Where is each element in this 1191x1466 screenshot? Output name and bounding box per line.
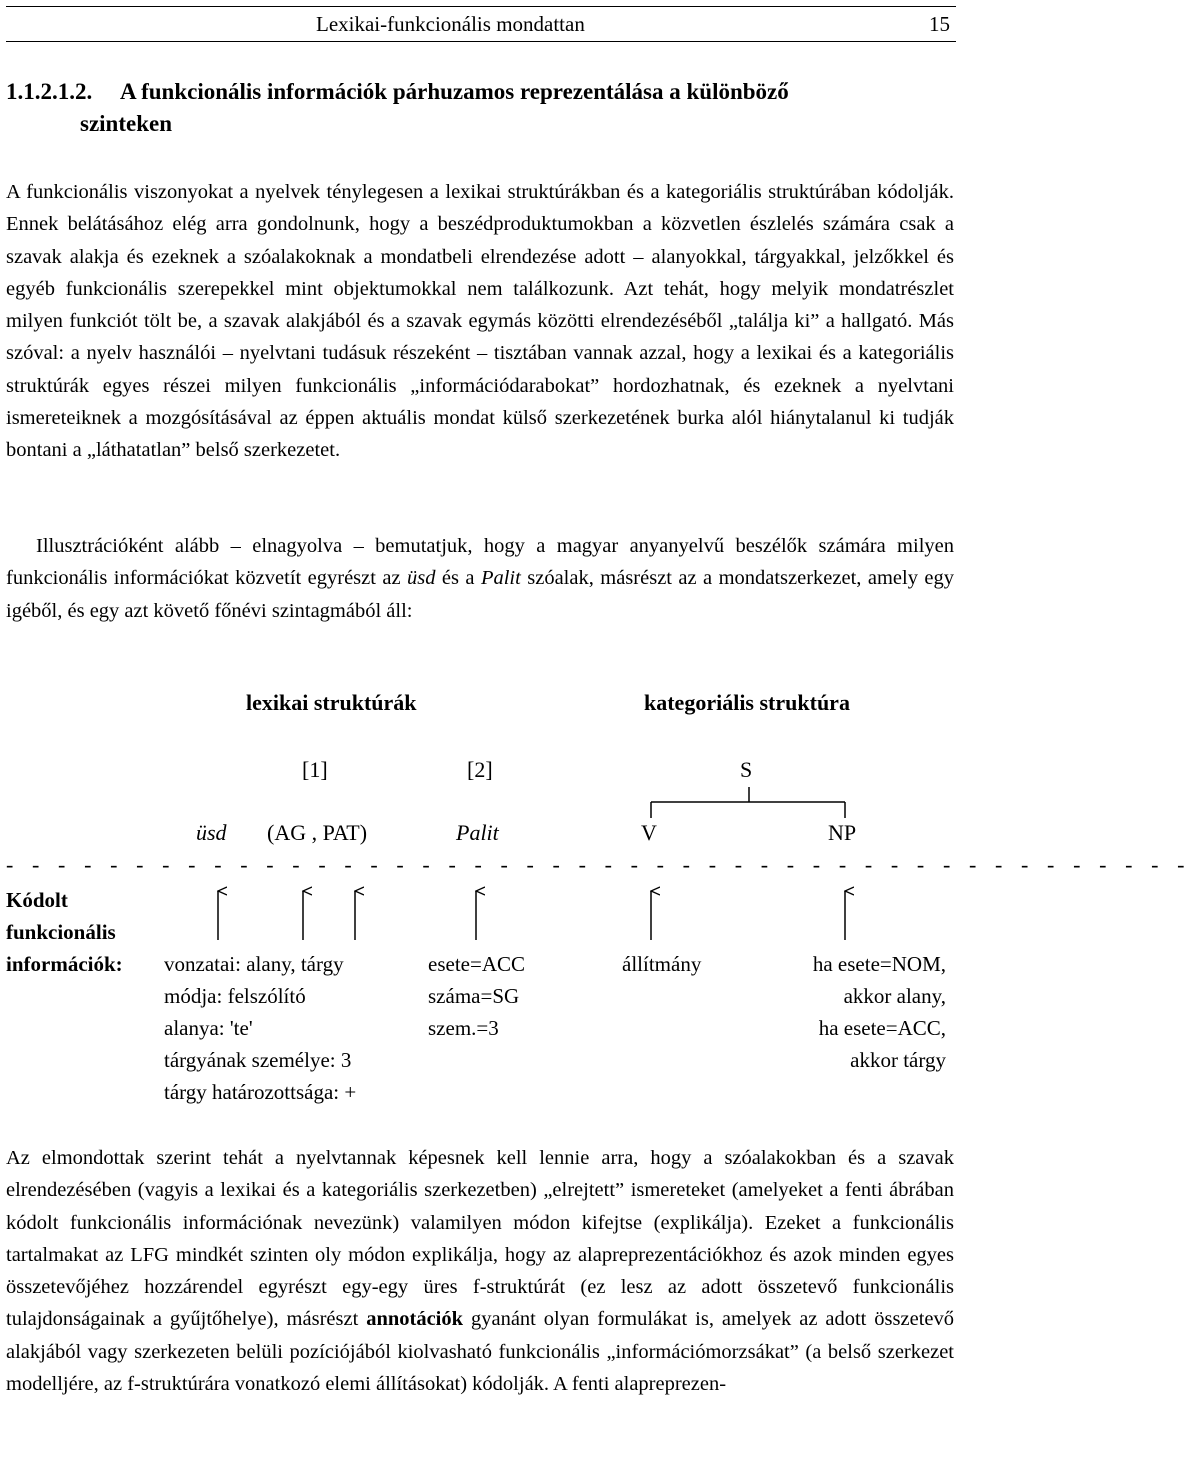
paragraph-3-text-after: gyanánt olyan formulákat is, amelyek az adott összetevő alakjából vagy szerkezeten belüli pozíciójából kiolvasható funkcionális „információmorzsákat” (a belső szerkezet modelljére, az f-struktúrára vonatkozó elemi állításokat) kódolják. A fenti alapreprezen- — [6, 1308, 954, 1396]
paragraph-2-part1: Illusztrációként alább – elnagyolva – bemutatjuk, hogy a magyar anyanyelvű beszélők számára milyen funkcionális információkat közvetít egyrészt az — [6, 535, 954, 590]
label-np: NP — [828, 820, 857, 845]
coded-label-line3: információk: — [6, 952, 123, 976]
argument-list: (AG , PAT) — [267, 820, 368, 845]
paragraph-3 — [6, 1142, 954, 1400]
coded-label-line1: Kódolt — [6, 888, 68, 912]
paragraph-3-bold-term: annotációk — [366, 1308, 464, 1331]
np-info-line: ha esete=NOM, — [812, 952, 946, 976]
paragraph-2-italic-palit: Palit — [480, 567, 521, 590]
paragraph-2-part2: és a — [435, 567, 481, 590]
label-v: V — [641, 820, 657, 845]
palit-info-line: szem.=3 — [428, 1016, 499, 1040]
np-info-line: akkor alany, — [843, 984, 946, 1008]
palit-info-line: száma=SG — [428, 984, 520, 1008]
np-info-line: akkor tárgy — [850, 1048, 946, 1072]
paragraph-1: A funkcionális viszonyokat a nyelvek ténylegesen a lexikai struktúrákban és a kategoriális struktúrában kódolják. Ennek belátásához elég arra gondolnunk, hogy a beszédproduktumokban a közvetlen észlelés számára csak a szavak alakja és ezeknek a szóalakoknak a mondatbeli elrendezése adott – alanyokkal, tárgyakkal, jelzőkkel és egyéb funkcionális szerepekkel mint objektumokkal nem találkozunk. Azt tehát, hogy melyik mondatrészlet milyen funkciót tölt be, a szavak alakjából és a szavak egymás közötti elrendezéséből „találja ki” a hallgató. Más szóval: a nyelv használói – nyelvtani tudásuk részeként – tisztában vannak azzal, hogy a lexikai és a kategoriális struktúrák egyes részei milyen funkcionális „információdarabokat” hordozhatnak, és ezeknek a nyelvtani ismereteiknek a mozgósításával az éppen aktuális mondat külső szerkezetének burka alól hiánytalanul ki tudják bontani a „láthatatlan” belső szerkezetet. — [6, 181, 954, 462]
section-title-line2: szinteken — [80, 111, 172, 136]
word-palit: Palit — [456, 820, 499, 845]
usd-info-line: módja: felszólító — [164, 984, 306, 1008]
usd-info-line: tárgyának személye: 3 — [164, 1048, 352, 1072]
heading-categorial-structure: kategoriális struktúra — [644, 690, 850, 715]
section-number: 1.1.2.1.2. — [6, 79, 93, 104]
tree-connector — [651, 787, 845, 818]
palit-info-line: esete=ACC — [428, 952, 525, 976]
heading-lexical-structures: lexikai struktúrák — [246, 690, 417, 715]
label-s: S — [740, 757, 753, 782]
usd-info-line: vonzatai: alany, tárgy — [164, 952, 344, 976]
header-title: Lexikai-funkcionális mondattan — [316, 12, 585, 36]
paragraph-3-text-before: Az elmondottak szerint tehát a nyelvtannak képesnek kell lennie arra, hogy a szóalakokban és a szavak elrendezésében (vagyis a lexikai és a kategoriális szerkezetben) „elrejtett” ismereteket (amelyeket a fenti ábrában kódolt funkcionális információnak nevezünk) valamilyen módon kifejtse (explikálja). Ezeket a funkcionális tartalmakat az LFG mindkét szinten oly módon explikálja, hogy az alapreprezentációkhoz és azok minden egyes összetevőjéhez hozzárendel egyrészt egy-egy üres f-struktúrát (ez lesz az adott összetevő funkcionális tulajdonságainak a gyűjtőhelye), másrészt — [6, 1147, 954, 1331]
paragraph-2-italic-usd: üsd — [407, 567, 436, 590]
usd-info-line: alanya: 'te' — [164, 1016, 253, 1040]
word-usd: üsd — [196, 820, 227, 845]
label-1: [1] — [302, 757, 328, 782]
usd-info-line: tárgy határozottsága: + — [164, 1080, 357, 1104]
v-info: állítmány — [622, 952, 702, 976]
label-2: [2] — [467, 757, 493, 782]
paragraph-2-part3: szóalak, másrészt az a mondatszerkezet, amely egy igéből, és egy azt követő főnévi szintagmából áll: — [6, 567, 954, 622]
np-info-line: ha esete=ACC, — [818, 1016, 946, 1040]
page-number: 15 — [929, 12, 950, 36]
coded-label-line2: funkcionális — [6, 920, 116, 944]
section-title-line1: A funkcionális információk párhuzamos reprezentálása a különböző — [120, 79, 789, 104]
dashed-separator: - - - - - - - - - - - - - - - - - - - - - - - - - - - - - - - - - - - - - - - - - - - - - - — [6, 852, 1191, 877]
